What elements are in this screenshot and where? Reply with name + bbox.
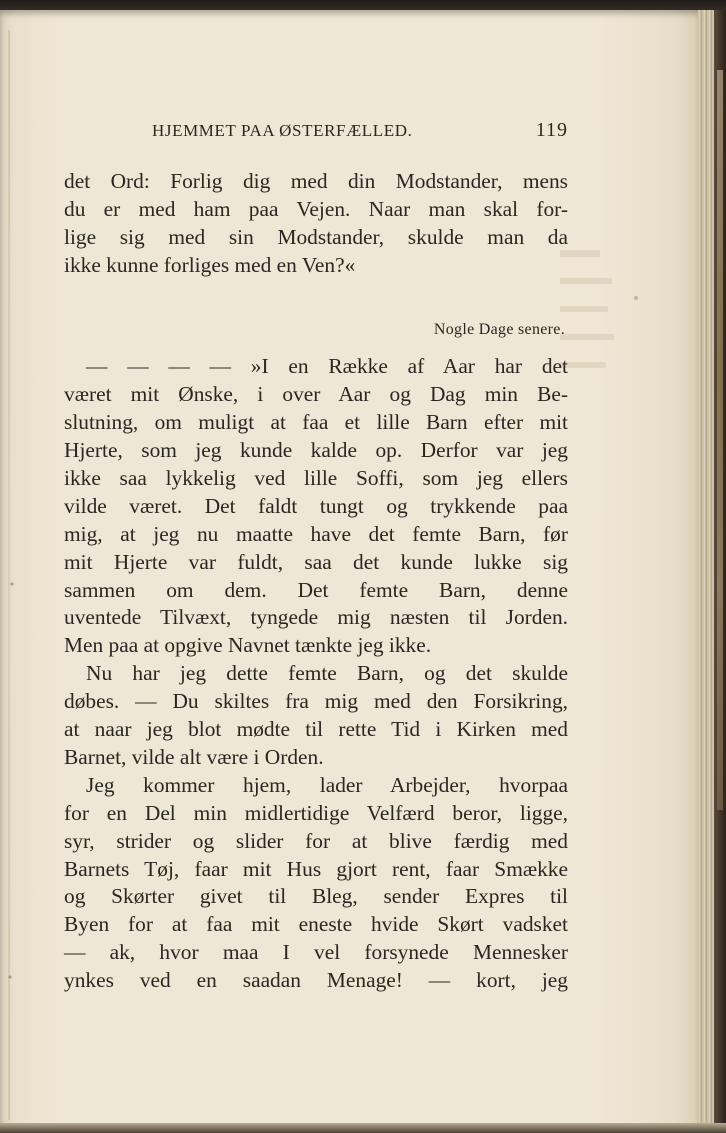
text-line: det Ord: Forlig dig med din Modstander, mens [64,169,568,193]
gutter-line [8,30,10,1120]
text-line: vilde været. Det faldt tungt og trykkende paa [64,493,568,518]
text-line: lige sig med sin Modstander, skulde man da [64,224,568,249]
bottom-edge [0,1123,726,1133]
body-text [64,168,568,995]
text-line: været mit Ønske, i over Aar og Dag min Be- [64,382,568,407]
text-line: mig, at jeg nu maatte have det femte Barn, før [64,521,568,546]
text-line: Nu har jeg dette femte Barn, og det skulde [86,661,568,686]
text-line: ikke kunne forliges med en Ven?« [64,252,356,277]
text-line: sammen om dem. Det femte Barn, denne [64,577,568,602]
cover-spine-mark [717,70,723,810]
text-line: du er med ham paa Vejen. Naar man skal for- [64,196,568,221]
book-page [0,10,700,1125]
dateline: Nogle Dage senere. [433,320,565,338]
running-head [64,114,568,144]
text-line: syr, strider og slider for at blive færdig med [64,828,568,853]
text-block [64,114,568,995]
text-line: døbes. — Du skiltes fra mig med den Forsikring, [64,689,568,714]
text-line: uventede Tilvæxt, tyngede mig næsten til Jorden. [64,605,568,630]
text-line: — ak, hvor maa I vel forsynede Mennesker [64,940,568,965]
text-line: Jeg kommer hjem, lader Arbejder, hvorpaa [86,772,568,797]
book-cover-edge [714,10,726,1133]
text-line: ynkes ved en saadan Menage! — kort, jeg [64,968,568,993]
text-line: Byen for at faa mit eneste hvide Skørt vadsket [64,912,568,937]
text-line: Barnets Tøj, faar mit Hus gjort rent, faar Smække [64,856,568,881]
text-line: — — — — »I en Række af Aar har det [86,354,568,379]
text-line: Hjerte, som jeg kunde kalde op. Derfor var jeg [64,438,568,463]
text-line: at naar jeg blot mødte til rette Tid i Kirken med [64,717,568,742]
text-line: ikke saa lykkelig ved lille Soffi, som jeg ellers [64,466,568,491]
text-line: Barnet, vilde alt være i Orden. [64,744,324,769]
text-line: slutning, om muligt at faa et lille Barn efter mit [64,410,568,435]
running-title: HJEMMET PAA ØSTERFÆLLED. [152,121,413,140]
text-line: og Skørter givet til Bleg, sender Expres til [64,884,568,909]
text-line: for en Del min midlertidige Velfærd beror, ligge, [64,800,568,825]
page-number: 119 [535,119,568,141]
text-line: mit Hjerte var fuldt, saa det kunde lukke sig [64,549,568,574]
text-line: Men paa at opgive Navnet tænkte jeg ikke. [64,633,432,658]
